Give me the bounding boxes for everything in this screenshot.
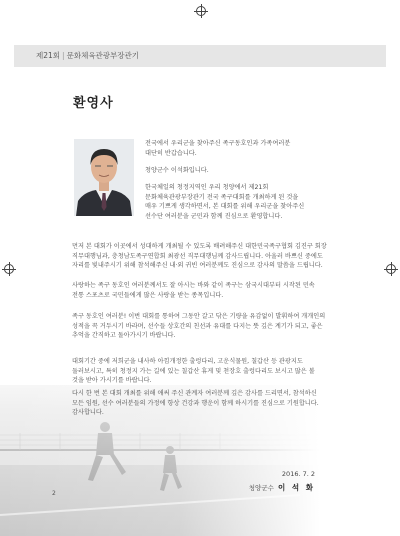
paragraph-introduction: 청양군수 이석화입니다. [145,167,209,174]
paragraph-greeting: 전국에서 우리군을 찾아주신 족구동호인과 가족여러분 대단히 반갑습니다. [145,140,291,157]
registration-mark-left [4,264,14,274]
running-header: 제21회 | 문화체육관광부장관기 [14,45,386,67]
header-volume: 제21회 [36,51,61,60]
registration-mark-right [386,264,396,274]
paragraph-thanks: 먼저 본 대회가 이곳에서 성대하게 개최될 수 있도록 배려해주신 대한민국족구협회 김진구 회장 직무대행님과, 충청남도족구연합회 최광선 직무대행님께 감사드립니다. 아울러 바쁘신 중에도 자리를 빛내주시기 위해 참석해주신 내·외 귀빈 여러분께도 진심으로 감사의 말씀을 드립니다. [72,243,327,270]
paragraph-closing: 다시 한 번 본 대회 개최를 위해 애써 주신 관계자 여러분께 깊은 감사를 드리면서, 참석하신 모든 임원, 선수 여러분들의 가정에 항상 건강과 행운이 함께 하시기를 진심으로 기원합니다. 감사합니다. [72,390,319,417]
paragraph-encouragement: 족구 동호인 여러분! 이번 대회를 통하여 그동안 갈고 닦은 기량을 유감없이 발휘하여 개개인의 성적을 꼭 거두시기 바라며, 선수들 상호간의 친선과 유대를 다지는 뜻 깊은 계기가 되고, 좋은 추억을 간직하고 돌아가시기 바랍니다. [72,313,326,340]
page-number: 2 [52,490,56,497]
signature-block [249,482,315,493]
header-title: 문화체육관광부장관기 [66,51,140,60]
page-title: 환영사 [73,96,114,111]
signature-name: 이 석 화 [278,483,315,492]
paragraph-welcome: 한국체일의 청정지역인 우리 청양에서 제21회 문화체육관광부장관기 전국 족구대회를 개최하게 된 것을 매우 기쁘게 생각하면서, 본 대회를 위해 우리군을 찾아주신 선수단 여러분을 군민과 함께 진심으로 환영합니다. [145,184,305,220]
signature-date: 2016. 7. 2 [281,470,315,478]
registration-mark-top [196,6,206,16]
portrait-photo [74,139,134,216]
signature-title: 청양군수 [248,484,274,492]
paragraph-tourism: 대회기간 중에 저희군을 내사하 아낌개정한 출렁다리, 고운식물원, 칠갑산 등 관광지도 둘러보시고, 특히 청정지 가는 길에 있는 칠갑산 휴게 및 천장호 출렁다리도 보시고 많은 볼 것을 받아 가시기를 바랍니다. [72,358,315,385]
paragraph-jokgu-history: 사랑하는 족구 동호인 여러분께서도 잘 아시는 바와 같이 족구는 삼국시대부터 시작된 민속 전통 스포츠로 국민들에게 많은 사랑을 받는 종목입니다. [72,282,315,299]
